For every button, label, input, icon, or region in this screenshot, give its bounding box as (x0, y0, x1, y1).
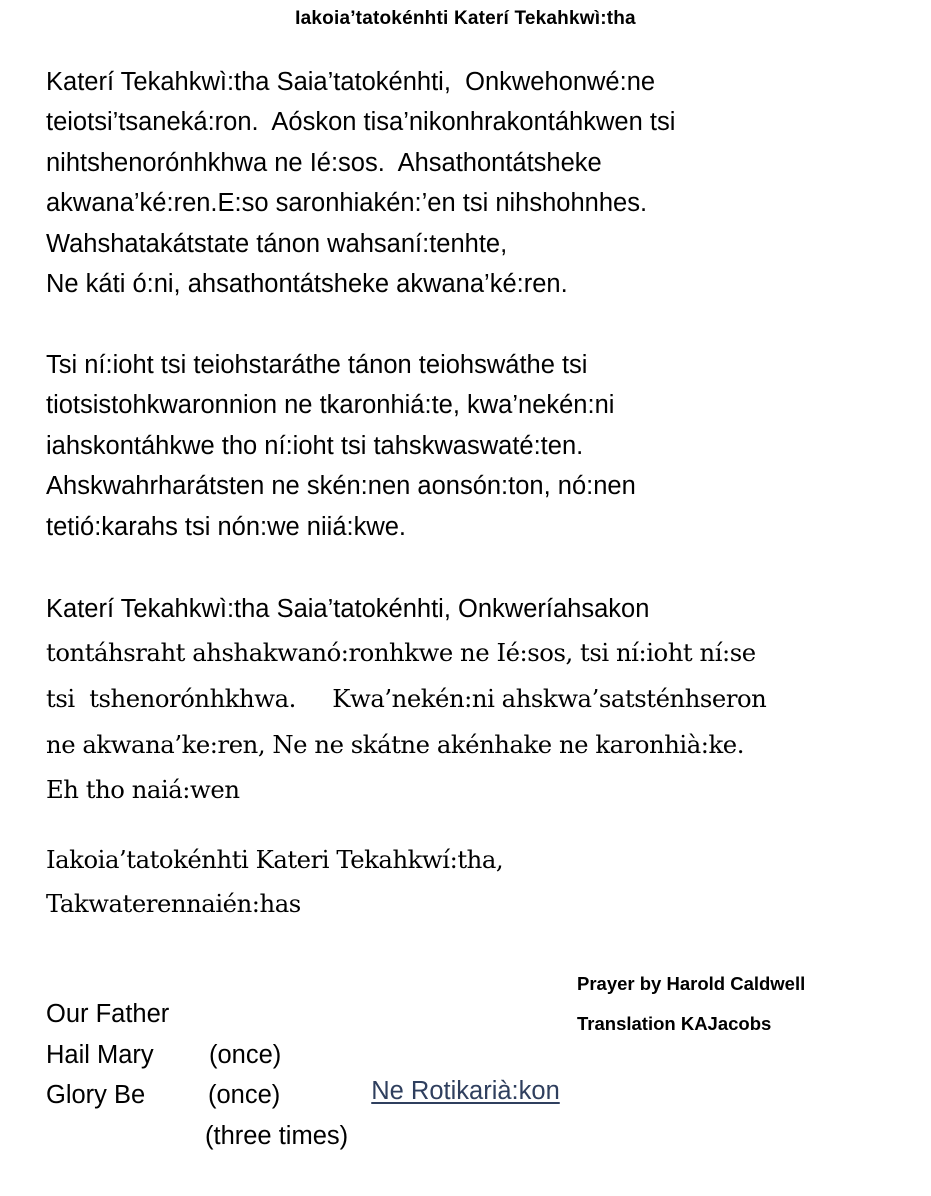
translation-credit: Translation KAJacobs (577, 1013, 772, 1035)
paragraph-line: nihtshenorónhkhwa ne Ié:sos. Ahsathontátsheke (46, 148, 602, 177)
prayer-count: (three times) (205, 1121, 349, 1150)
prayer-count: (once) (208, 1081, 281, 1110)
paragraph-line: Eh tho naiá:wen (46, 775, 240, 805)
paragraph-4 (46, 838, 503, 926)
prayer-count: (once) (209, 1040, 282, 1069)
footer-link[interactable]: Ne Rotikarià:kon (371, 1077, 560, 1105)
credits (577, 964, 805, 1045)
paragraph-line: Katerí Tekahkwì:tha Saia’tatokénhti, Onkwehonwé:ne (46, 68, 656, 96)
paragraph-3 (46, 588, 766, 813)
paragraph-line: tsi tshenorónhkhwa. Kwa’nekén:ni ahskwa’satsténhseron (46, 683, 767, 713)
paragraph-line: Ahskwahrharátsten ne skén:nen aonsón:ton, nó:nen (46, 472, 636, 501)
paragraph-line: Ne káti ó:ni, ahsathontátsheke akwana’ké:ren. (46, 270, 568, 299)
prayer-name: Glory Be (46, 1081, 146, 1110)
paragraph-line: Tsi ní:ioht tsi teiohstaráthe tánon teiohswáthe tsi (46, 351, 588, 379)
paragraph-line: Takwaterennaién:has (46, 889, 301, 918)
paragraph-line: tiotsistohkwaronnion ne tkaronhiá:te, kwa’nekén:ni (46, 391, 615, 420)
footer (0, 1077, 931, 1106)
paragraph-line: akwana’ké:ren.E:so saronhiakén:’en tsi nihshohnhes. (46, 189, 648, 218)
prayer-name: Hail Mary (46, 1040, 154, 1069)
document-title: Iakoia’tatokénhti Katerí Tekahkwì:tha (295, 8, 636, 29)
paragraph-line: ne akwana’ke:ren, Ne ne skátne akénhake ne karonhià:ke. (46, 729, 744, 759)
paragraph-2 (46, 345, 636, 547)
paragraph-1 (46, 62, 675, 304)
paragraph-line: Katerí Tekahkwì:tha Saia’tatokénhti, Onkweríahsakon (46, 595, 650, 623)
paragraph-line: tetió:karahs tsi nón:we niiá:kwe. (46, 512, 407, 541)
paragraph-line: Wahshatakátstate tánon wahsaní:tenhte, (46, 229, 508, 258)
prayer-list (46, 954, 349, 1150)
paragraph-line: teiotsi’tsaneká:ron. Aóskon tisa’nikonhrakontáhkwen tsi (46, 108, 676, 137)
paragraph-line: tontáhsraht ahshakwanó:ronhkwe ne Ié:sos, tsi ní:ioht ní:se (46, 638, 756, 667)
prayer-author-credit: Prayer by Harold Caldwell (577, 973, 806, 994)
paragraph-line: iahskontáhkwe tho ní:ioht tsi tahskwaswaté:ten. (46, 431, 584, 460)
prayer-name: Our Father (46, 1000, 170, 1029)
paragraph-line: Iakoia’tatokénhti Kateri Tekahkwí:tha, (46, 845, 504, 874)
